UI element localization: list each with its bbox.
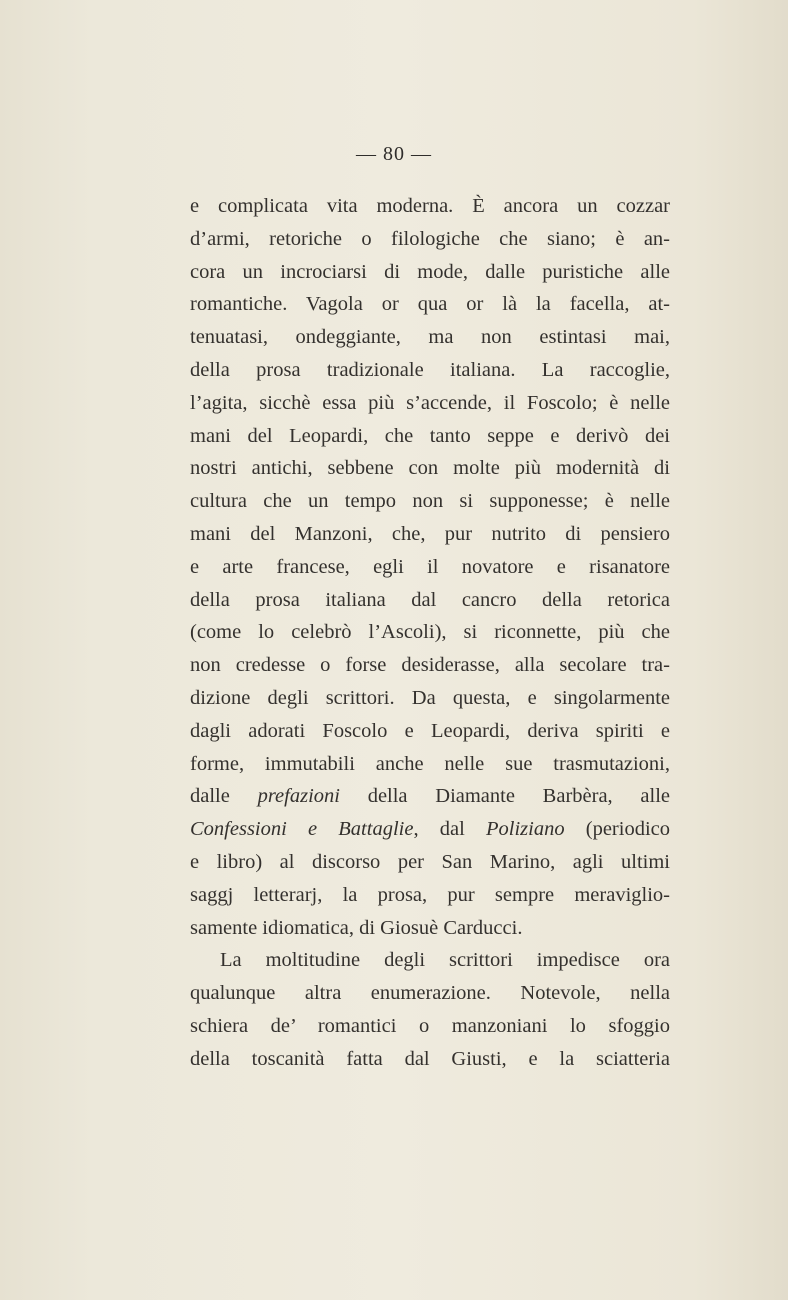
- text-line: [190, 1010, 670, 1043]
- text-segment: (periodico: [564, 818, 671, 841]
- text-line: [190, 518, 670, 551]
- text-line: [190, 256, 670, 289]
- text-line: [190, 551, 670, 584]
- text-line: [190, 387, 670, 420]
- text-line: [190, 813, 670, 846]
- text-segment: l’agita, sicchè essa più s’accende, il Foscolo; è nelle: [190, 391, 670, 414]
- text-segment: e arte francese, egli il novatore e risanatore: [190, 555, 670, 578]
- text-segment: La moltitudine degli scrittori impedisce ora: [220, 949, 670, 972]
- text-segment: mani del Leopardi, che tanto seppe e derivò dei: [190, 424, 670, 447]
- text-line: [190, 616, 670, 649]
- text-segment: della Diamante Barbèra, alle: [339, 785, 670, 808]
- text-segment: della prosa italiana dal cancro della retorica: [190, 588, 670, 611]
- text-line: [190, 354, 670, 387]
- text-line: [190, 682, 670, 715]
- italic-text: Confessioni e Battaglie: [190, 818, 414, 841]
- text-line: [190, 977, 670, 1010]
- text-line: [190, 649, 670, 682]
- italic-text: prefazioni: [257, 785, 340, 808]
- text-segment: dagli adorati Foscolo e Leopardi, deriva spiriti e: [190, 719, 670, 742]
- text-segment: saggj letterarj, la prosa, pur sempre meraviglio-: [190, 883, 670, 906]
- text-segment: non credesse o forse desiderasse, alla secolare tra-: [190, 654, 670, 677]
- text-segment: d’armi, retoriche o filologiche che siano; è an-: [190, 227, 670, 250]
- body-text: [190, 190, 670, 1076]
- text-line: [190, 912, 670, 945]
- text-line: [190, 485, 670, 518]
- text-segment: della prosa tradizionale italiana. La raccoglie,: [190, 358, 670, 381]
- text-line: [190, 288, 670, 321]
- text-segment: dizione degli scrittori. Da questa, e singolarmente: [190, 686, 670, 709]
- text-segment: (come lo celebrò l’Ascoli), si riconnette, più che: [190, 621, 670, 644]
- text-line: [190, 321, 670, 354]
- text-line: [190, 420, 670, 453]
- text-segment: romantiche. Vagola or qua or là la facella, at-: [190, 293, 670, 316]
- text-line: [190, 715, 670, 748]
- text-line: [190, 452, 670, 485]
- text-line: [190, 1043, 670, 1076]
- text-segment: nostri antichi, sebbene con molte più modernità di: [190, 457, 670, 480]
- text-segment: e libro) al discorso per San Marino, agli ultimi: [190, 850, 670, 873]
- text-line: [190, 846, 670, 879]
- text-segment: dalle: [190, 785, 258, 808]
- text-segment: schiera de’ romantici o manzoniani lo sfoggio: [190, 1014, 670, 1037]
- text-line: [190, 879, 670, 912]
- text-line: [190, 223, 670, 256]
- text-line: [190, 190, 670, 223]
- text-segment: mani del Manzoni, che, pur nutrito di pensiero: [190, 522, 670, 545]
- italic-text: Poliziano: [485, 818, 565, 841]
- text-segment: e complicata vita moderna. È ancora un cozzar: [190, 195, 670, 217]
- text-segment: , dal: [413, 818, 486, 841]
- text-segment: cultura che un tempo non si supponesse; è nelle: [190, 490, 670, 513]
- text-line: [190, 944, 670, 977]
- text-line: [190, 748, 670, 781]
- text-segment: cora un incrociarsi di mode, dalle puristiche alle: [190, 260, 670, 283]
- text-line: [190, 780, 670, 813]
- text-segment: tenuatasi, ondeggiante, ma non estintasi mai,: [190, 326, 670, 349]
- text-line: [190, 584, 670, 617]
- text-segment: forme, immutabili anche nelle sue trasmutazioni,: [190, 752, 670, 775]
- text-segment: della toscanità fatta dal Giusti, e la sciatteria: [190, 1047, 670, 1070]
- page-number: — 80 —: [356, 143, 432, 165]
- text-segment: samente idiomatica, di Giosuè Carducci.: [190, 916, 523, 939]
- text-segment: qualunque altra enumerazione. Notevole, nella: [190, 982, 670, 1005]
